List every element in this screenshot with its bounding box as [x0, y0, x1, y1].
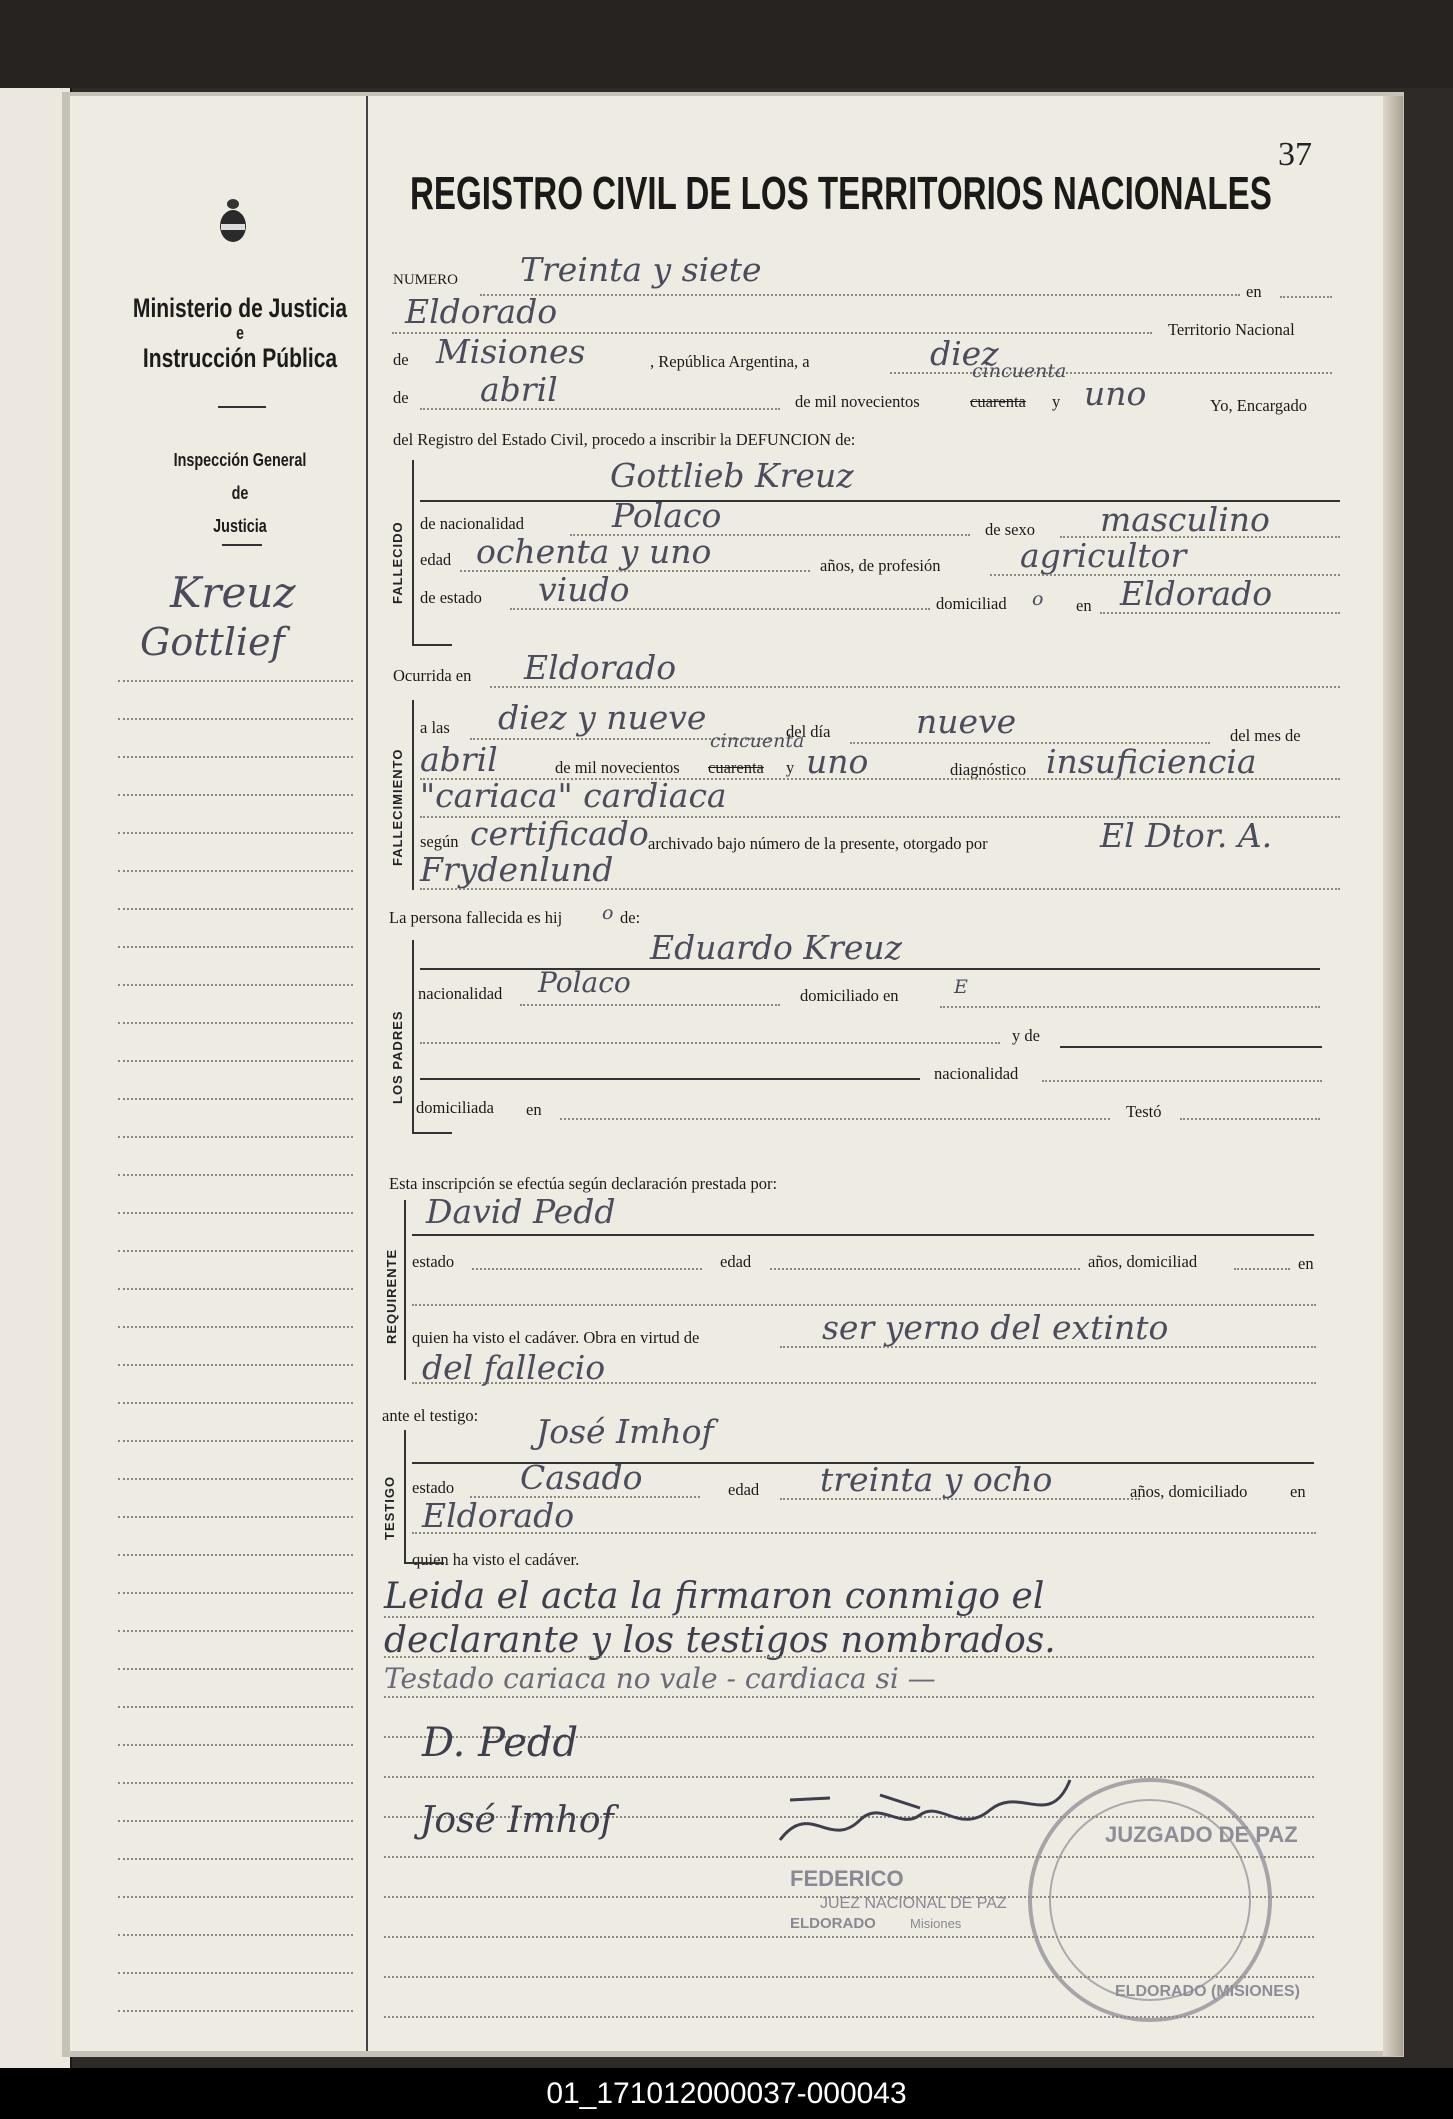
- margin-ruled-line: [118, 1934, 353, 1936]
- hw-nombre: Gottlieb Kreuz: [610, 456, 854, 495]
- hw-nacionalidad: Polaco: [612, 496, 722, 535]
- margin-ruled-line: [118, 1478, 353, 1480]
- label-del-dia: del día: [786, 722, 831, 741]
- margin-ruled-line: [118, 1098, 353, 1100]
- hw-mes: abril: [480, 370, 558, 409]
- line: [780, 1498, 1140, 1500]
- hw-numero: Treinta y siete: [520, 250, 762, 289]
- hw-domicilio: Eldorado: [1120, 574, 1273, 613]
- line: [1100, 612, 1340, 614]
- hw-sexo: masculino: [1100, 500, 1270, 539]
- hw-testigo-edad: treinta y ocho: [820, 1460, 1053, 1499]
- line: [412, 1234, 1314, 1236]
- image-caption: 01_171012000037-000043: [0, 2068, 1453, 2119]
- margin-ruled-line: [118, 1326, 353, 1328]
- line: [412, 644, 452, 646]
- margin-ruled-line: [118, 1136, 353, 1138]
- margin-ruled-line: [118, 1668, 353, 1670]
- label-archivado: archivado bajo número de la presente, otorgado por: [648, 834, 988, 853]
- hw-uno: uno: [1084, 374, 1147, 413]
- label-en2: en: [1076, 596, 1092, 615]
- hw-cierre1: Leida el acta la firmaron conmigo el: [384, 1576, 1045, 1617]
- coat-of-arms-icon: [216, 196, 250, 246]
- margin-ruled-line: [118, 2010, 353, 2012]
- line: [420, 408, 780, 410]
- hw-medico2: Frydenlund: [420, 850, 614, 889]
- margin-ruled-line: [118, 1212, 353, 1214]
- book-background: [0, 0, 1453, 88]
- label-y2: y: [786, 758, 795, 777]
- line: [780, 1346, 1316, 1348]
- line: [560, 1118, 1110, 1120]
- ruled-line: [384, 1696, 1314, 1698]
- line: [940, 1006, 1320, 1008]
- line: [490, 686, 1340, 688]
- label-domiciliado-en: domiciliado en: [800, 986, 899, 1005]
- margin-ruled-line: [118, 1782, 353, 1784]
- line: [520, 1004, 780, 1006]
- hw-dom-suffix: o: [1032, 588, 1044, 610]
- line: [480, 294, 1240, 296]
- label-estado: estado: [412, 1252, 455, 1271]
- hw-virtud2: del fallecio: [422, 1348, 606, 1387]
- hw-dia-fallec: nueve: [916, 702, 1017, 741]
- stamp-bottom-text: ELDORADO (MISIONES): [1115, 1983, 1300, 2000]
- line: [1180, 1118, 1320, 1120]
- hw-hora: diez y nueve: [498, 698, 707, 737]
- label-en3: en: [526, 1100, 542, 1119]
- ministry-line3: Instrucción Pública: [142, 343, 338, 373]
- hw-mes-fallec: abril: [420, 740, 498, 779]
- register-number: 37: [1278, 136, 1312, 173]
- bracket: [412, 700, 414, 890]
- hw-uno2: uno: [806, 742, 869, 781]
- label-republica: , República Argentina, a: [650, 352, 810, 371]
- margin-ruled-line: [118, 1592, 353, 1594]
- label-quien-visto: quien ha visto el cadáver. Obra en virtud de: [412, 1328, 700, 1347]
- margin-ruled-line: [118, 1060, 353, 1062]
- margin-ruled-line: [118, 756, 353, 758]
- hw-requirente: David Pedd: [426, 1192, 616, 1231]
- bracket: [404, 1430, 406, 1562]
- hw-diagnostico2: "cariaca" cardiaca: [420, 776, 727, 815]
- line: [412, 1132, 452, 1134]
- label-y-de: y de: [1012, 1026, 1040, 1045]
- label-edad2: edad: [720, 1252, 752, 1271]
- line: [420, 1078, 920, 1080]
- stamp-line2: JUEZ NACIONAL DE PAZ: [820, 1895, 1007, 1912]
- hw-padre: Eduardo Kreuz: [650, 928, 902, 967]
- label-a-las: a las: [420, 718, 450, 737]
- label-anos-domiciliado: años, domiciliado: [1130, 1482, 1248, 1501]
- label-de-estado: de estado: [420, 588, 482, 607]
- label-de-colon: de:: [620, 908, 641, 927]
- line: [1042, 1080, 1322, 1082]
- margin-ruled-line: [118, 1516, 353, 1518]
- ministry-line2: e: [236, 323, 244, 343]
- line: [510, 608, 930, 610]
- label-ante-testigo: ante el testigo:: [382, 1406, 479, 1425]
- label-diagnostico: diagnóstico: [950, 760, 1027, 779]
- label-de: de: [393, 350, 409, 369]
- ruled-line: [384, 1656, 1314, 1658]
- margin-ruled-line: [118, 832, 353, 834]
- line: [412, 1532, 1316, 1534]
- margin-column: [70, 96, 368, 2051]
- hw-estado: viudo: [538, 570, 630, 609]
- hw-virtud1: ser yerno del extinto: [822, 1308, 1169, 1347]
- signature-witness: José Imhof: [420, 1800, 614, 1841]
- ministry-line1: Ministerio de Justicia: [132, 293, 348, 323]
- hw-edad: ochenta y uno: [476, 532, 712, 571]
- line: [1280, 296, 1332, 298]
- margin-surname: Kreuz: [170, 568, 296, 617]
- margin-ruled-line: [118, 1858, 353, 1860]
- label-en4: en: [1298, 1254, 1314, 1273]
- label-y: y: [1052, 392, 1061, 411]
- hw-padre-nac: Polaco: [538, 966, 631, 999]
- label-nacionalidad2: nacionalidad: [418, 984, 503, 1003]
- hw-cincuenta: cincuenta: [972, 360, 1067, 382]
- hw-lugar: Eldorado: [405, 292, 558, 331]
- side-label-requirente: REQUIRENTE: [384, 1248, 399, 1344]
- hw-testigo-dom: Eldorado: [422, 1496, 575, 1535]
- label-del-registro: del Registro del Estado Civil, procedo a inscribir la DEFUNCION de:: [393, 430, 856, 449]
- margin-ruled-line: [118, 1288, 353, 1290]
- label-nacionalidad3: nacionalidad: [934, 1064, 1019, 1083]
- hw-hijo-suffix: o: [602, 902, 614, 924]
- margin-ruled-line: [118, 1402, 353, 1404]
- label-domiciliada: domiciliada: [416, 1098, 494, 1117]
- side-label-testigo: TESTIGO: [382, 1475, 397, 1540]
- hw-testigo-estado: Casado: [520, 1458, 643, 1497]
- margin-ruled-line: [118, 718, 353, 720]
- hw-padre-dom: E: [954, 976, 968, 998]
- margin-ruled-line: [118, 1744, 353, 1746]
- line: [770, 1268, 1080, 1270]
- hw-territorio: Misiones: [436, 332, 586, 371]
- label-testo: Testó: [1126, 1102, 1162, 1121]
- label-sexo: de sexo: [985, 520, 1035, 539]
- official-stamp: [760, 1790, 1300, 2050]
- hw-certificado: certificado: [470, 814, 649, 853]
- label-nacionalidad: de nacionalidad: [420, 514, 524, 533]
- margin-given-name: Gottlief: [140, 620, 285, 664]
- margin-ruled-line: [118, 1706, 353, 1708]
- margin-ruled-line: [118, 1174, 353, 1176]
- label-de-mil: de mil novecientos: [795, 392, 920, 411]
- register-title: REGISTRO CIVIL DE LOS TERRITORIOS NACIONALES: [410, 167, 1272, 219]
- stamp-line4: Misiones: [910, 1916, 962, 1931]
- divider: [222, 544, 262, 546]
- margin-ruled-line: [118, 1554, 353, 1556]
- bracket: [404, 1200, 406, 1380]
- page-edge: [1383, 96, 1403, 2056]
- line: [1060, 1046, 1322, 1048]
- label-cuarenta2: cuarenta: [708, 758, 764, 777]
- inspection-line2: de: [231, 483, 249, 503]
- margin-ruled-line: [118, 870, 353, 872]
- hw-ocurrida: Eldorado: [524, 648, 677, 687]
- margin-ruled-line: [118, 794, 353, 796]
- label-estado2: estado: [412, 1478, 455, 1497]
- hw-cierre3: Testado cariaca no vale - cardiaca si —: [384, 1662, 936, 1695]
- line: [412, 1382, 1316, 1384]
- label-profesion: años, de profesión: [820, 556, 941, 575]
- bracket: [412, 460, 414, 646]
- margin-ruled-line: [118, 1250, 353, 1252]
- label-cuarenta: cuarenta: [970, 392, 1026, 411]
- label-de2: de: [393, 388, 409, 407]
- line: [1234, 1268, 1290, 1270]
- inspection-line3: Justicia: [213, 516, 267, 536]
- margin-ruled-line: [118, 1896, 353, 1898]
- label-esta-inscripcion: Esta inscripción se efectúa según declaración prestada por:: [389, 1174, 778, 1193]
- line: [460, 570, 810, 572]
- label-edad3: edad: [728, 1480, 760, 1499]
- margin-ruled-line: [118, 908, 353, 910]
- side-label-fallecimiento: FALLECIMIENTO: [390, 748, 405, 866]
- signature-declarant: D. Pedd: [422, 1720, 579, 1766]
- label-en5: en: [1290, 1482, 1306, 1501]
- label-territorio: Territorio Nacional: [1168, 320, 1295, 339]
- margin-ruled-line: [118, 1364, 353, 1366]
- label-yo-encargado: Yo, Encargado: [1210, 396, 1308, 415]
- stamp-line1: FEDERICO: [790, 1866, 904, 1891]
- divider: [218, 406, 266, 408]
- hw-cincuenta2: cincuenta: [710, 730, 805, 752]
- line: [420, 888, 1340, 890]
- hw-profesion: agricultor: [1020, 536, 1187, 575]
- inspection-header: [144, 444, 336, 543]
- hw-diagnostico1: insuficiencia: [1046, 742, 1257, 781]
- label-en: en: [1246, 282, 1262, 301]
- stamp-line3: ELDORADO: [790, 1915, 876, 1932]
- ministry-header: [115, 292, 365, 374]
- margin-ruled-line: [118, 984, 353, 986]
- side-label-fallecido: FALLECIDO: [390, 521, 405, 604]
- margin-ruled-line: [118, 1630, 353, 1632]
- label-quien-visto-short: quien ha visto el cadáver.: [412, 1550, 580, 1569]
- bracket: [412, 940, 414, 1132]
- side-label-los-padres: LOS PADRES: [390, 1010, 405, 1104]
- line: [404, 1562, 444, 1564]
- hw-medico: El Dtor. A.: [1100, 816, 1273, 855]
- margin-ruled-line: [118, 946, 353, 948]
- label-numero: NUMERO: [393, 272, 459, 288]
- label-domiciliad: domiciliad: [936, 594, 1007, 613]
- label-segun: según: [420, 832, 459, 851]
- line: [472, 1268, 702, 1270]
- line: [412, 1304, 1316, 1306]
- line: [420, 1042, 1000, 1044]
- stamp-top-text: JUZGADO DE PAZ: [1105, 1822, 1298, 1847]
- margin-ruled-line: [118, 1972, 353, 1974]
- margin-ruled-line: [118, 1022, 353, 1024]
- margin-ruled-line: [118, 1820, 353, 1822]
- margin-ruled-line: [118, 1440, 353, 1442]
- margin-ruled-line: [118, 680, 353, 682]
- label-mes-de: del mes de: [1230, 726, 1301, 745]
- label-edad: edad: [420, 550, 452, 569]
- hw-testigo: José Imhof: [536, 1412, 714, 1451]
- label-anos-domiciliad: años, domiciliad: [1088, 1252, 1198, 1271]
- inspection-line1: Inspección General: [173, 450, 307, 470]
- label-mil-novecientos: de mil novecientos: [555, 758, 680, 777]
- hw-dia: diez: [930, 334, 999, 373]
- ruled-line: [384, 1616, 1314, 1618]
- hw-cierre2: declarante y los testigos nombrados.: [384, 1620, 1056, 1661]
- label-persona-fallecida: La persona fallecida es hij: [389, 908, 563, 927]
- label-ocurrida: Ocurrida en: [393, 666, 472, 685]
